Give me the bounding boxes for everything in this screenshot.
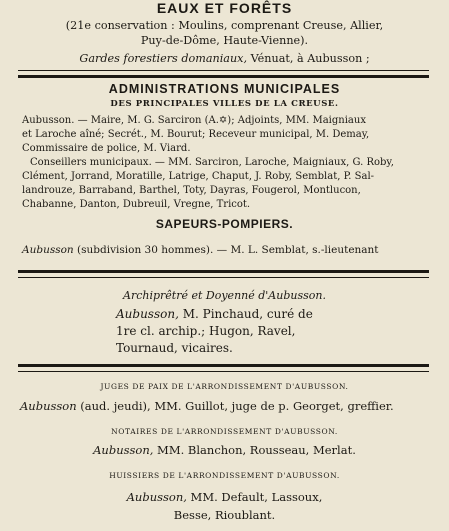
eaux-forets-heading: EAUX ET FORÊTS	[156, 0, 293, 16]
archipretre-text: M. Pinchaud, curé de	[178, 307, 313, 321]
pompiers-line	[22, 244, 432, 256]
juges-line	[20, 399, 440, 413]
admin-line: Aubusson. — Maire, M. G. Sarciron (A.✡); Adjoints, MM. Maigniaux	[22, 115, 366, 126]
huissiers-town: Aubusson,	[126, 490, 187, 504]
section-rule	[18, 277, 429, 278]
archipretre-line	[116, 307, 436, 321]
huissiers-text: MM. Default, Lassoux,	[186, 490, 323, 504]
pompiers-town: Aubusson	[22, 244, 74, 256]
notaires-town: Aubusson,	[93, 443, 154, 457]
archipretre-line: 1re cl. archip.; Hugon, Ravel,	[116, 324, 296, 338]
admin-line: landrouze, Barraband, Barthel, Toty, Dayras, Fougerol, Montlucon,	[22, 185, 361, 196]
juges-text: (aud. jeudi), MM. Guillot, juge de p. Georget, greffier.	[76, 399, 394, 413]
notaires-text: MM. Blanchon, Rousseau, Merlat.	[153, 443, 356, 457]
section-rule	[18, 270, 429, 273]
notaires-line	[0, 443, 449, 457]
archipretre-line: Tournaud, vicaires.	[116, 341, 233, 355]
eaux-forets-line: (21e conservation : Moulins, comprenant Creuse, Allier,	[65, 19, 384, 32]
admin-subtitle: DES PRINCIPALES VILLES DE LA CREUSE.	[110, 99, 339, 109]
huissiers-heading: HUISSIERS DE L'ARRONDISSEMENT D'AUBUSSON.	[109, 471, 340, 480]
admin-line: Clément, Jorrand, Moratille, Latrige, Chaput, J. Roby, Semblat, P. Sal-	[22, 171, 375, 182]
gardes-label: Gardes forestiers domaniaux,	[79, 52, 248, 65]
archipretre-town: Aubusson,	[116, 307, 179, 321]
gardes-value: Vénuat, à Aubusson ;	[247, 52, 370, 65]
admin-municipales-heading: ADMINISTRATIONS MUNICIPALES	[108, 82, 341, 96]
huissiers-line	[0, 490, 449, 504]
notaires-heading: NOTAIRES DE L'ARRONDISSEMENT D'AUBUSSON.	[111, 427, 338, 436]
eaux-forets-line: Puy-de-Dôme, Haute-Vienne).	[140, 34, 309, 47]
archipretre-heading: Archiprêtré et Doyenné d'Aubusson.	[123, 289, 326, 302]
huissiers-line: Besse, Rioublant.	[173, 508, 276, 522]
pompiers-heading: SAPEURS-POMPIERS.	[155, 217, 294, 231]
section-rule	[18, 75, 429, 78]
juges-town: Aubusson	[20, 399, 77, 413]
admin-line: Conseillers municipaux. — MM. Sarciron, Laroche, Maigniaux, G. Roby,	[30, 157, 394, 168]
section-rule	[18, 70, 429, 71]
section-rule	[18, 364, 429, 367]
admin-line: Commissaire de police, M. Viard.	[22, 143, 191, 154]
section-rule	[18, 371, 429, 372]
gardes-forestiers-line	[0, 52, 449, 65]
pompiers-text: (subdivision 30 hommes). — M. L. Semblat, s.-lieutenant	[73, 244, 379, 256]
admin-line: et Laroche aîné; Secrét., M. Bourut; Receveur municipal, M. Demay,	[22, 129, 370, 140]
admin-line: Chabanne, Danton, Dubreuil, Vregne, Tricot.	[22, 199, 251, 210]
juges-heading: JUGES DE PAIX DE L'ARRONDISSEMENT D'AUBUSSON.	[100, 382, 349, 391]
